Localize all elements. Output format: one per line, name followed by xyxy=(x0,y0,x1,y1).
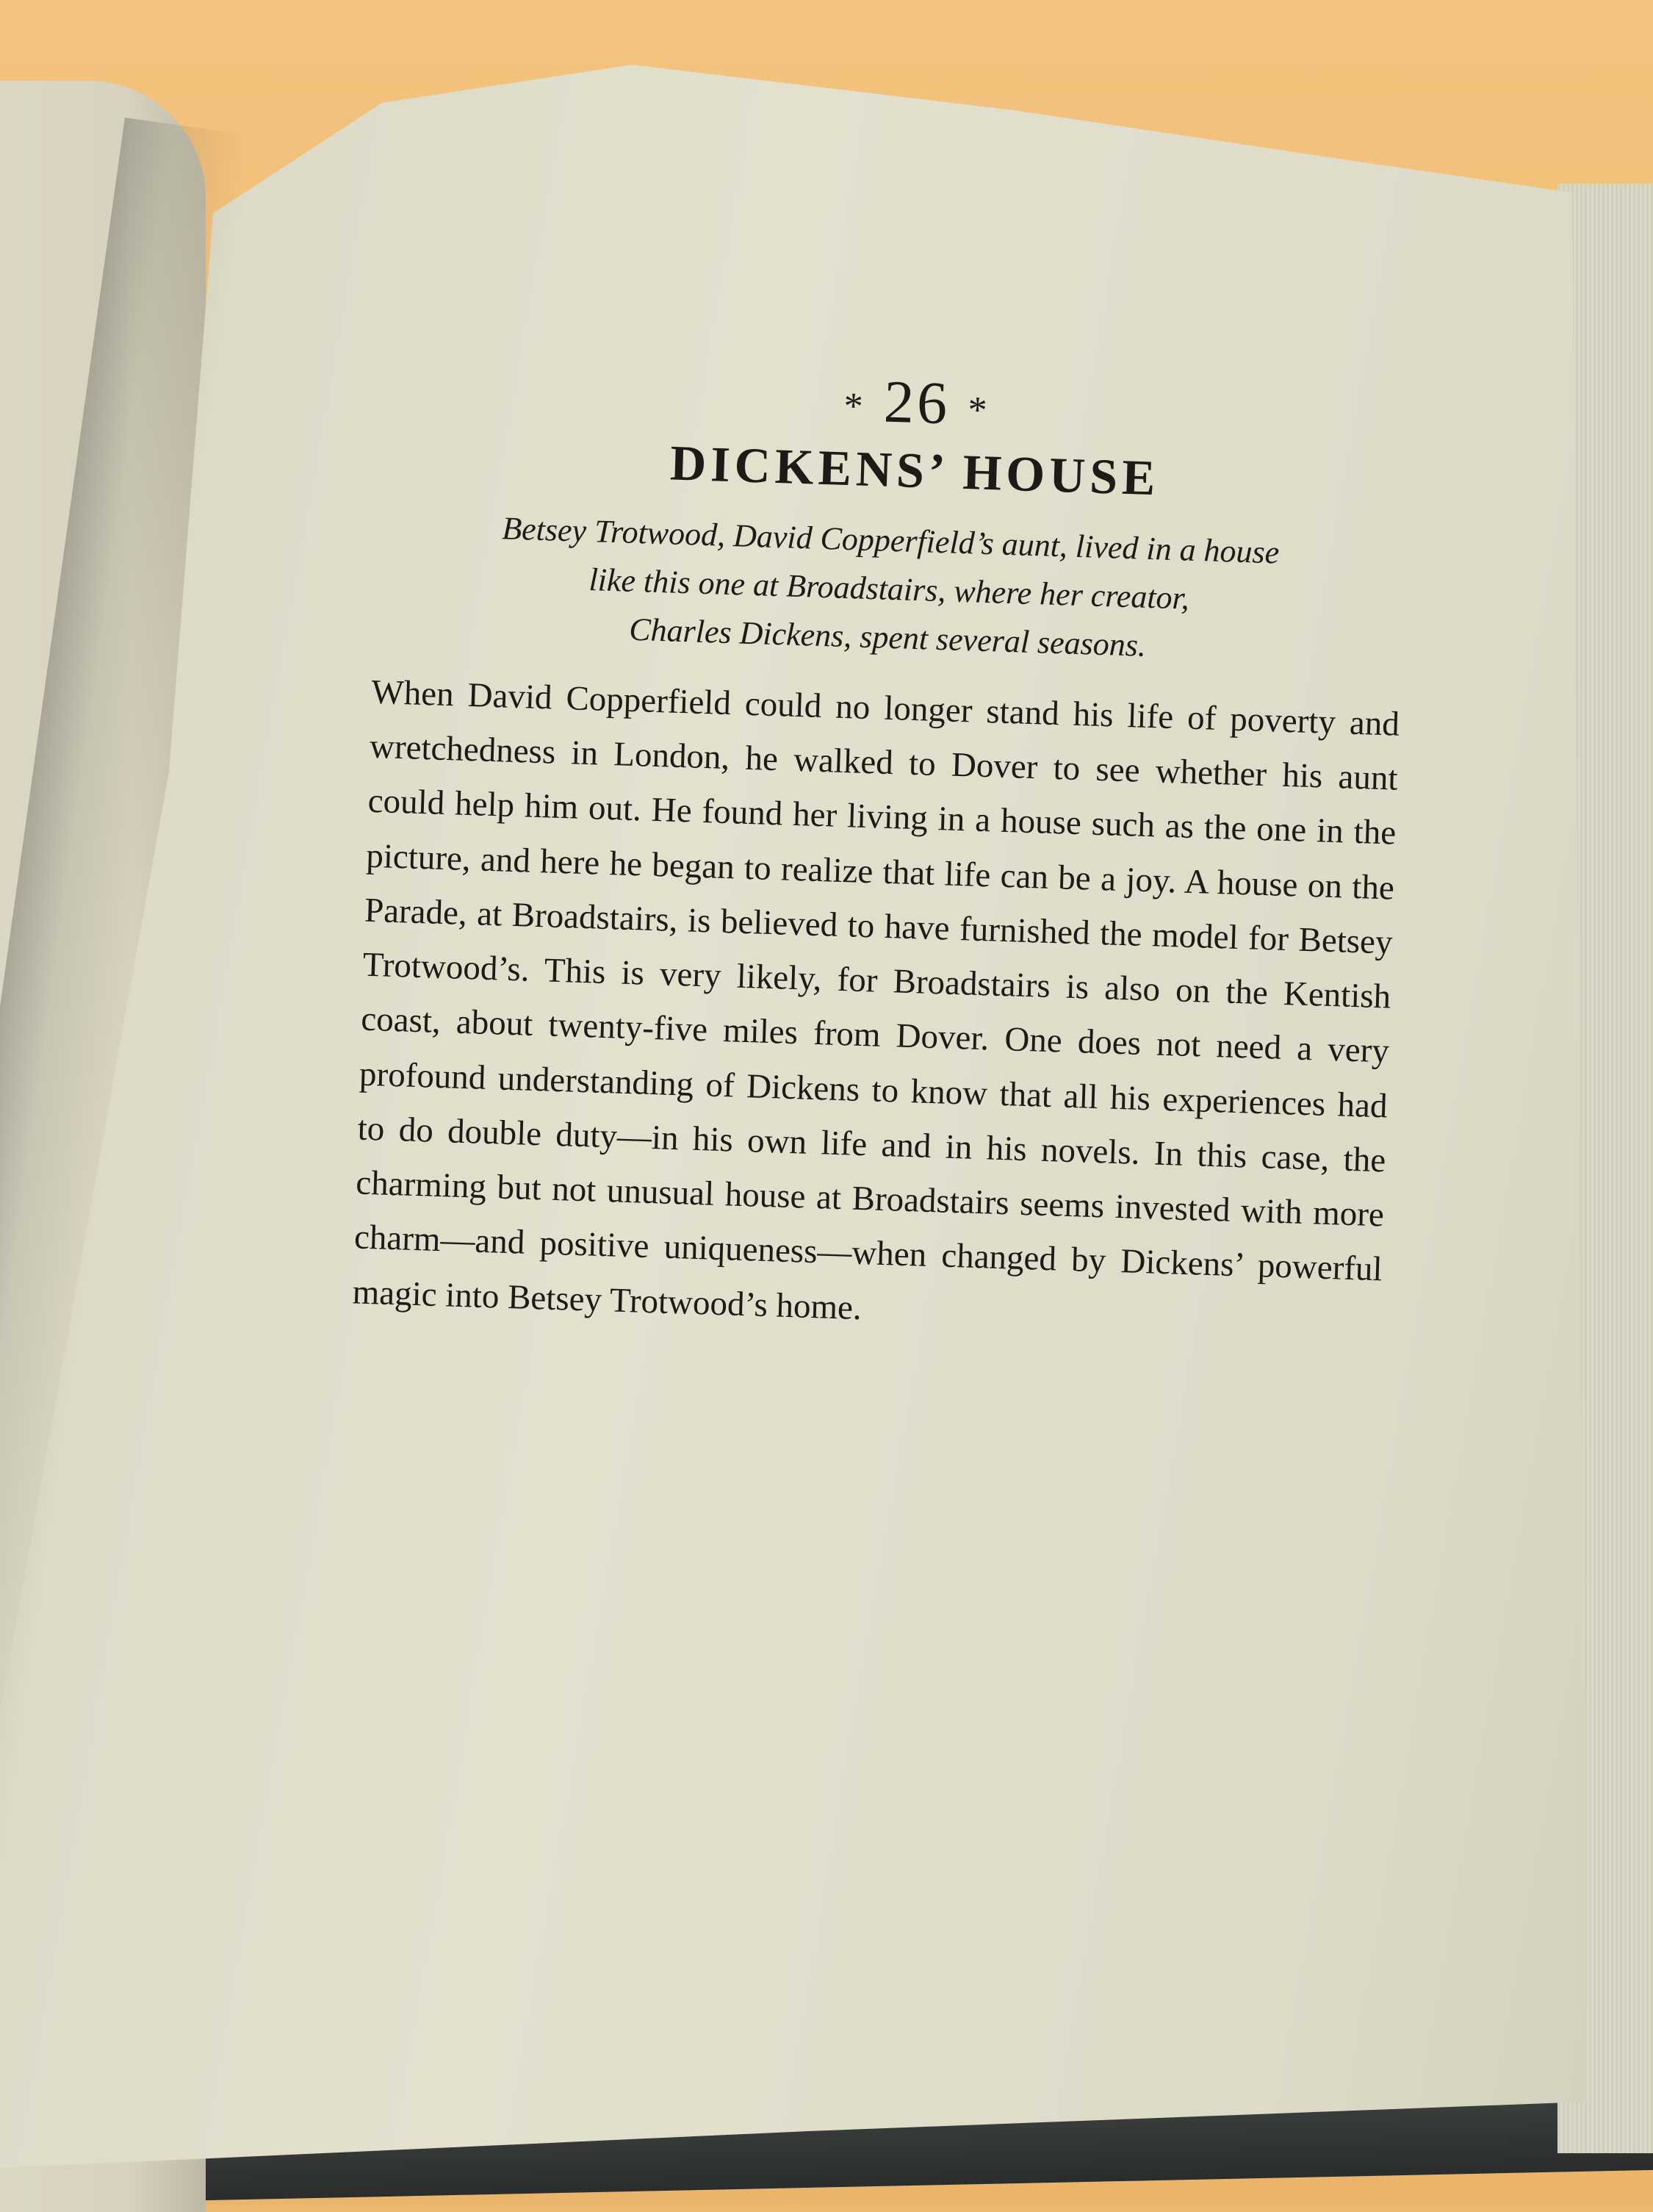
chapter-title: DICKENS’ HOUSE xyxy=(669,434,1161,506)
caption-line: Charles Dickens, spent several seasons. xyxy=(628,611,1147,664)
body-paragraph: When David Copperfield could no longer stand his life of poverty and wretchedness in London, he walked to Dover to see whether his aunt could help him out. He found her living in a house such as the one in the picture, and here he began to realize that life can be a joy. A house on the Parade, at Broadstairs, is believed to have furnished the model for Betsey Trotwood’s. This is very likely, for Broadstairs is also on the Kentish coast, about twenty-five miles from Dover. One does not need a very profound understanding of Dickens to know that all his experiences had to do double duty—in his own life and in his novels. In this case, the charming but not unusual house at Broadstairs seems invested with more charm—and positive uniqueness—when changed by Dickens’ powerful magic into Betsey Trotwood’s home. xyxy=(352,672,1400,1327)
chapter-number-value: 26 xyxy=(882,367,951,437)
star-ornament-left: * xyxy=(843,385,867,428)
caption-line: Betsey Trotwood, David Copperfield’s aunt, lived in a house xyxy=(501,510,1281,571)
page-text-block xyxy=(352,353,1411,1351)
illustration-caption xyxy=(372,500,1405,678)
star-ornament-right: * xyxy=(967,389,991,432)
caption-line: like this one at Broadstairs, where her creator, xyxy=(588,561,1190,617)
